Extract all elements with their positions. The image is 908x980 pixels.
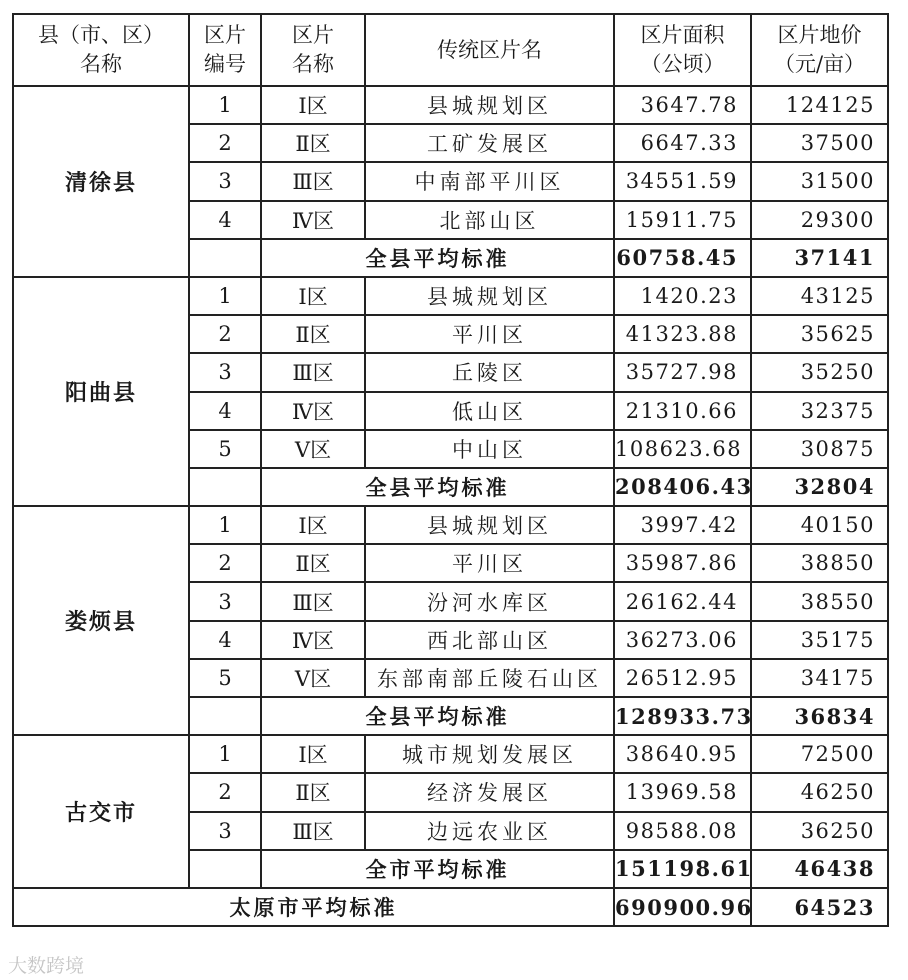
table-row [13, 735, 888, 773]
zone-number-cell: 2 [189, 124, 261, 162]
zone-number-cell: 1 [189, 86, 261, 124]
zone-name-cell: Ⅲ区 [261, 162, 365, 200]
traditional-name-cell: 县城规划区 [365, 506, 614, 544]
area-cell: 1420.23 [614, 277, 751, 315]
price-cell: 46250 [751, 773, 888, 811]
area-cell: 13969.58 [614, 773, 751, 811]
price-cell: 43125 [751, 277, 888, 315]
area-cell: 21310.66 [614, 392, 751, 430]
zone-number-cell: 4 [189, 392, 261, 430]
area-cell: 41323.88 [614, 315, 751, 353]
subtotal-blank-cell [189, 239, 261, 277]
subtotal-blank-cell [189, 850, 261, 888]
traditional-name-cell: 平川区 [365, 544, 614, 582]
county-name-cell: 阳曲县 [13, 277, 189, 506]
traditional-name-cell: 汾河水库区 [365, 582, 614, 620]
traditional-name-cell: 西北部山区 [365, 621, 614, 659]
header-row [13, 14, 888, 86]
subtotal-area: 128933.73 [614, 697, 751, 735]
area-cell: 38640.95 [614, 735, 751, 773]
subtotal-area: 208406.43 [614, 468, 751, 506]
total-price: 64523 [751, 888, 888, 926]
subtotal-area: 60758.45 [614, 239, 751, 277]
zone-name-cell: Ⅱ区 [261, 315, 365, 353]
zone-name-cell: Ⅰ区 [261, 735, 365, 773]
traditional-name-cell: 县城规划区 [365, 277, 614, 315]
traditional-name-cell: 丘陵区 [365, 353, 614, 391]
header-area: 区片面积 （公顷） [614, 14, 751, 86]
zone-number-cell: 2 [189, 773, 261, 811]
county-name-cell: 清徐县 [13, 86, 189, 277]
area-cell: 35987.86 [614, 544, 751, 582]
zone-number-cell: 2 [189, 315, 261, 353]
watermark: 大数跨境 [8, 955, 85, 977]
area-cell: 3997.42 [614, 506, 751, 544]
area-cell: 108623.68 [614, 430, 751, 468]
traditional-name-cell: 平川区 [365, 315, 614, 353]
zone-number-cell: 4 [189, 201, 261, 239]
zone-number-cell: 1 [189, 735, 261, 773]
zone-number-cell: 1 [189, 277, 261, 315]
total-label: 太原市平均标准 [13, 888, 614, 926]
zone-name-cell: Ⅲ区 [261, 353, 365, 391]
zone-number-cell: 5 [189, 430, 261, 468]
traditional-name-cell: 边远农业区 [365, 812, 614, 850]
header-traditional-name: 传统区片名 [365, 14, 614, 86]
zone-name-cell: Ⅳ区 [261, 621, 365, 659]
zone-name-cell: Ⅳ区 [261, 392, 365, 430]
price-cell: 35250 [751, 353, 888, 391]
area-cell: 36273.06 [614, 621, 751, 659]
zone-name-cell: Ⅱ区 [261, 773, 365, 811]
price-cell: 37500 [751, 124, 888, 162]
traditional-name-cell: 县城规划区 [365, 86, 614, 124]
price-cell: 72500 [751, 735, 888, 773]
zone-name-cell: Ⅴ区 [261, 659, 365, 697]
area-cell: 34551.59 [614, 162, 751, 200]
zone-number-cell: 5 [189, 659, 261, 697]
zone-name-cell: Ⅳ区 [261, 201, 365, 239]
price-cell: 38550 [751, 582, 888, 620]
traditional-name-cell: 北部山区 [365, 201, 614, 239]
subtotal-price: 37141 [751, 239, 888, 277]
traditional-name-cell: 工矿发展区 [365, 124, 614, 162]
traditional-name-cell: 东部南部丘陵石山区 [365, 659, 614, 697]
county-name-cell: 娄烦县 [13, 506, 189, 735]
subtotal-label: 全县平均标准 [261, 239, 614, 277]
price-cell: 35175 [751, 621, 888, 659]
price-cell: 36250 [751, 812, 888, 850]
area-cell: 98588.08 [614, 812, 751, 850]
table-row [13, 277, 888, 315]
zone-name-cell: Ⅴ区 [261, 430, 365, 468]
zone-name-cell: Ⅱ区 [261, 544, 365, 582]
area-cell: 26162.44 [614, 582, 751, 620]
zone-number-cell: 2 [189, 544, 261, 582]
area-cell: 26512.95 [614, 659, 751, 697]
traditional-name-cell: 中山区 [365, 430, 614, 468]
zone-name-cell: Ⅰ区 [261, 506, 365, 544]
total-row [13, 888, 888, 926]
zone-name-cell: Ⅱ区 [261, 124, 365, 162]
area-cell: 15911.75 [614, 201, 751, 239]
area-cell: 35727.98 [614, 353, 751, 391]
zone-name-cell: Ⅰ区 [261, 277, 365, 315]
price-cell: 30875 [751, 430, 888, 468]
area-cell: 6647.33 [614, 124, 751, 162]
subtotal-label: 全市平均标准 [261, 850, 614, 888]
header-zone-no: 区片 编号 [189, 14, 261, 86]
traditional-name-cell: 经济发展区 [365, 773, 614, 811]
subtotal-area: 151198.61 [614, 850, 751, 888]
subtotal-blank-cell [189, 697, 261, 735]
price-cell: 38850 [751, 544, 888, 582]
table-row [13, 506, 888, 544]
table-row [13, 86, 888, 124]
land-price-table [12, 13, 889, 927]
price-cell: 32375 [751, 392, 888, 430]
total-area: 690900.96 [614, 888, 751, 926]
zone-number-cell: 4 [189, 621, 261, 659]
price-cell: 29300 [751, 201, 888, 239]
area-cell: 3647.78 [614, 86, 751, 124]
traditional-name-cell: 低山区 [365, 392, 614, 430]
price-cell: 34175 [751, 659, 888, 697]
subtotal-label: 全县平均标准 [261, 697, 614, 735]
header-county: 县（市、区） 名称 [13, 14, 189, 86]
subtotal-label: 全县平均标准 [261, 468, 614, 506]
county-name-cell: 古交市 [13, 735, 189, 888]
traditional-name-cell: 中南部平川区 [365, 162, 614, 200]
zone-number-cell: 3 [189, 582, 261, 620]
subtotal-price: 32804 [751, 468, 888, 506]
header-zone-name: 区片 名称 [261, 14, 365, 86]
price-cell: 40150 [751, 506, 888, 544]
price-cell: 124125 [751, 86, 888, 124]
subtotal-price: 46438 [751, 850, 888, 888]
zone-number-cell: 3 [189, 162, 261, 200]
table-body [13, 86, 888, 926]
subtotal-price: 36834 [751, 697, 888, 735]
zone-number-cell: 3 [189, 353, 261, 391]
zone-number-cell: 3 [189, 812, 261, 850]
zone-name-cell: Ⅲ区 [261, 812, 365, 850]
price-cell: 31500 [751, 162, 888, 200]
subtotal-blank-cell [189, 468, 261, 506]
price-cell: 35625 [751, 315, 888, 353]
header-price: 区片地价 （元/亩） [751, 14, 888, 86]
traditional-name-cell: 城市规划发展区 [365, 735, 614, 773]
zone-number-cell: 1 [189, 506, 261, 544]
zone-name-cell: Ⅰ区 [261, 86, 365, 124]
zone-name-cell: Ⅲ区 [261, 582, 365, 620]
